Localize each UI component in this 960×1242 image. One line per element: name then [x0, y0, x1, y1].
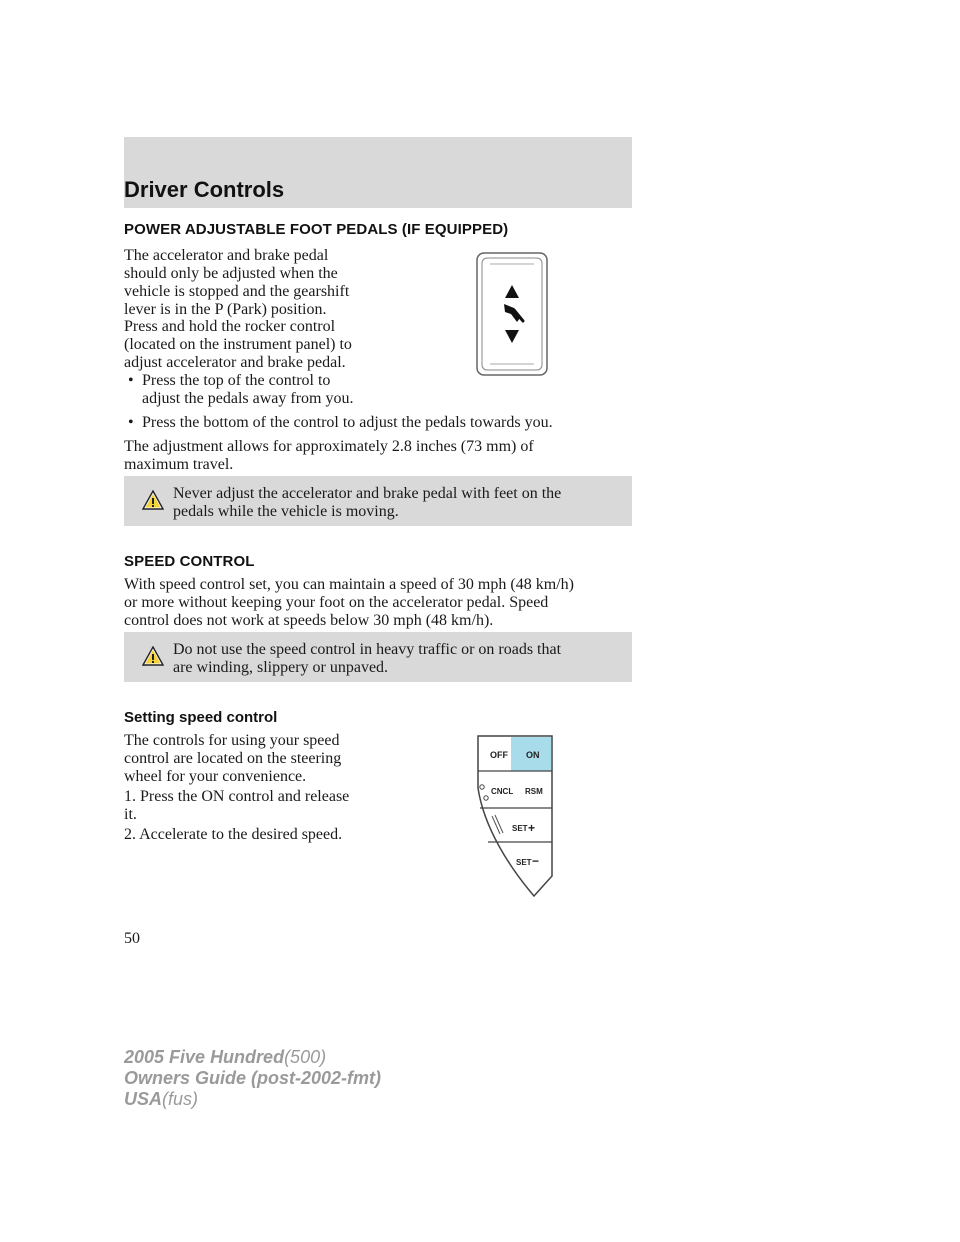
- footer-line-2: Owners Guide (post-2002-fmt): [124, 1068, 382, 1088]
- section-title: Driver Controls: [124, 177, 285, 202]
- speed-step-1: 1. Press the ON control and release it.: [124, 788, 350, 823]
- pedal-rocker-switch-illustration: [476, 252, 548, 376]
- pedals-bullet-1: • Press the top of the control to adjust the pedals away from you.: [128, 372, 354, 407]
- pedals-paragraph-2: Press and hold the rocker control (located on the instrument panel) to adjust accelerator and brake pedal.: [124, 318, 352, 371]
- warning-icon: [142, 490, 164, 510]
- speed-control-switch-illustration: [470, 728, 562, 900]
- pedals-paragraph-1: The accelerator and brake pedal should only be adjusted when the vehicle is stopped and the gearshift lever is in the P (Park) position.: [124, 247, 350, 318]
- speed-warning-text: Do not use the speed control in heavy traffic or on roads that are winding, slippery or unpaved.: [173, 641, 562, 676]
- page-number: 50: [124, 930, 140, 947]
- speed-paragraph-2: The controls for using your speed control are located on the steering wheel for your convenience.: [124, 732, 342, 785]
- pedals-warning-text: Never adjust the accelerator and brake pedal with feet on the pedals while the vehicle is moving.: [173, 485, 562, 520]
- pedals-warning-box: [124, 476, 632, 526]
- set-minus-button-label: SET: [516, 858, 532, 867]
- speed-heading: SPEED CONTROL: [124, 553, 255, 570]
- rsm-button-label: RSM: [525, 787, 543, 796]
- off-button-label: OFF: [490, 750, 508, 760]
- speed-warning-box: [124, 632, 632, 682]
- minus-icon: −: [532, 854, 540, 868]
- footer-line-3: USA(fus): [124, 1089, 199, 1109]
- cncl-button-label: CNCL: [491, 787, 514, 796]
- pedals-paragraph-3: The adjustment allows for approximately 2.8 inches (73 mm) of maximum travel.: [124, 438, 534, 473]
- set-plus-button-label: SET: [512, 824, 528, 833]
- pedals-bullet-2: • Press the bottom of the control to adjust the pedals towards you.: [128, 414, 553, 431]
- speed-paragraph-1: With speed control set, you can maintain a speed of 30 mph (48 km/h) or more without keeping your foot on the accelerator pedal. Speed control does not work at speeds below 30 mph (48 km/h).: [124, 576, 574, 629]
- on-button-label: ON: [526, 750, 540, 760]
- speed-step-2: 2. Accelerate to the desired speed.: [124, 826, 343, 843]
- footer-line-1: 2005 Five Hundred(500): [124, 1047, 327, 1067]
- warning-icon: [142, 646, 164, 666]
- plus-icon: +: [528, 821, 536, 835]
- pedals-heading: POWER ADJUSTABLE FOOT PEDALS (IF EQUIPPED): [124, 221, 509, 238]
- setting-speed-subheading: Setting speed control: [124, 709, 278, 726]
